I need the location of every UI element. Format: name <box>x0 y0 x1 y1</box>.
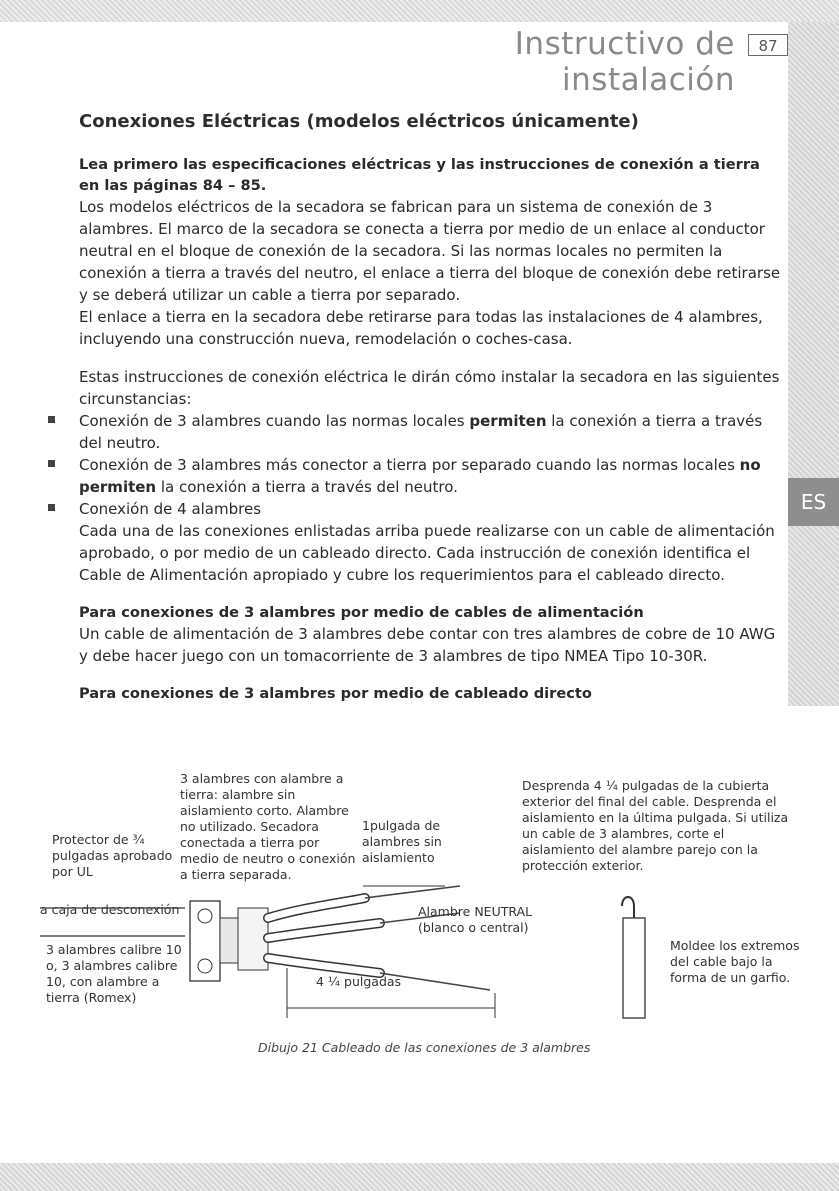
label-bare-inch: 1pulgada de alambres sin aislamiento <box>362 818 442 865</box>
label-length: 4 ¼ pulgadas <box>316 974 402 989</box>
figure-caption: Dibujo 21 Cableado de las conexiones de 3 alambres <box>258 1040 591 1055</box>
list-item <box>79 410 784 454</box>
label-neutral: Alambre NEUTRAL (blanco o central) <box>418 904 533 935</box>
bullet-bold: no permiten <box>79 456 761 496</box>
bullet-text: Conexión de 3 alambres más conector a tierra por separado cuando las normas locales <box>79 456 740 474</box>
paragraph-ground-link: El enlace a tierra en la secadora debe retirarse para todas las instalaciones de 4 alambres, incluyendo una construcción nueva, remodelación o coches-casa. <box>79 308 763 348</box>
main-content <box>79 110 784 704</box>
bullet-text: Conexión de 4 alambres <box>79 500 262 518</box>
paragraph-connections: Cada una de las conexiones enlistadas arriba puede realizarse con un cable de alimentación aprobado, o por medio de un cableado directo. Cada instrucción de conexión identifica el Cable de Alimentación apropiado y cubre los requerimientos para el cableado directo. <box>79 522 775 584</box>
bottom-border <box>0 1163 839 1191</box>
label-hook: Moldee los extremos del cable bajo la forma de un garfio. <box>670 938 800 985</box>
clamp-nut <box>220 918 238 963</box>
page-title: Instructivo de instalación <box>514 26 735 98</box>
list-item <box>79 454 784 498</box>
bullet-text: la conexión a tierra a través del neutro. <box>79 412 763 452</box>
top-border <box>0 0 839 22</box>
paragraph-power-cord: Un cable de alimentación de 3 alambres debe contar con tres alambres de cobre de 10 AWG y debe hacer juego con un tomacorriente de 3 alambres de tipo NMEA Tipo 10-30R. <box>79 625 776 665</box>
bare-wire-top <box>365 886 460 898</box>
subheading-power-cord: Para conexiones de 3 alambres por medio de cables de alimentación <box>79 604 644 621</box>
spacer <box>79 667 784 683</box>
side-stripe <box>788 22 839 706</box>
spacer <box>79 350 784 366</box>
label-protector: Protector de ¾ pulgadas aprobado por UL <box>52 832 173 879</box>
lead-paragraph: Lea primero las especificaciones eléctricas y las instrucciones de conexión a tierra en las páginas 84 – 85. <box>79 156 760 194</box>
bullet-icon <box>48 504 55 511</box>
list-item <box>79 498 784 520</box>
bullet-text: Conexión de 3 alambres cuando las normas locales <box>79 412 470 430</box>
label-disconnect-box: a caja de desconexión <box>40 902 180 917</box>
paragraph-intro: Los modelos eléctricos de la secadora se fabrican para un sistema de conexión de 3 alambres. El marco de la secadora se conecta a tierra por medio de un enlace al conductor neutral en el bloque de conexión de la secadora. Si las normas locales no permiten la conexión a tierra a través del neutro, el enlace a tierra del bloque de conexión debe retirarse y se deberá utilizar un cable a tierra por separado. <box>79 198 781 304</box>
bullet-icon <box>48 460 55 467</box>
bullet-bold: permiten <box>469 412 547 430</box>
subheading-direct-wiring: Para conexiones de 3 alambres por medio de cableado directo <box>79 685 592 702</box>
bullet-icon <box>48 416 55 423</box>
label-ground-wire: 3 alambres con alambre a tierra: alambre sin aislamiento corto. Alambre no utilizado. Secadora conectada a tierra por medio de neutro o conexión a tierra separada. <box>180 771 356 882</box>
paragraph-circumstances: Estas instrucciones de conexión eléctrica le dirán cómo instalar la secadora en las siguientes circunstancias: <box>79 368 780 408</box>
wiring-figure <box>40 768 800 1068</box>
language-tab: ES <box>788 478 839 526</box>
bullet-list <box>79 410 784 520</box>
bullet-text: la conexión a tierra a través del neutro. <box>156 478 458 496</box>
hook-icon <box>622 897 634 918</box>
label-strip-instructions: Desprenda 4 ¼ pulgadas de la cubierta exterior del final del cable. Desprenda el aislamiento en la última pulgada. Si utiliza un cable de 3 alambres, corte el aislamiento del alambre parejo con la protección exterior. <box>522 778 789 873</box>
spacer <box>79 586 784 602</box>
label-cable-type: 3 alambres calibre 10 o, 3 alambres calibre 10, con alambre a tierra (Romex) <box>46 942 182 1005</box>
page-number: 87 <box>748 34 788 56</box>
cable-end <box>623 918 645 1018</box>
section-title: Conexiones Eléctricas (modelos eléctricos únicamente) <box>79 111 639 132</box>
